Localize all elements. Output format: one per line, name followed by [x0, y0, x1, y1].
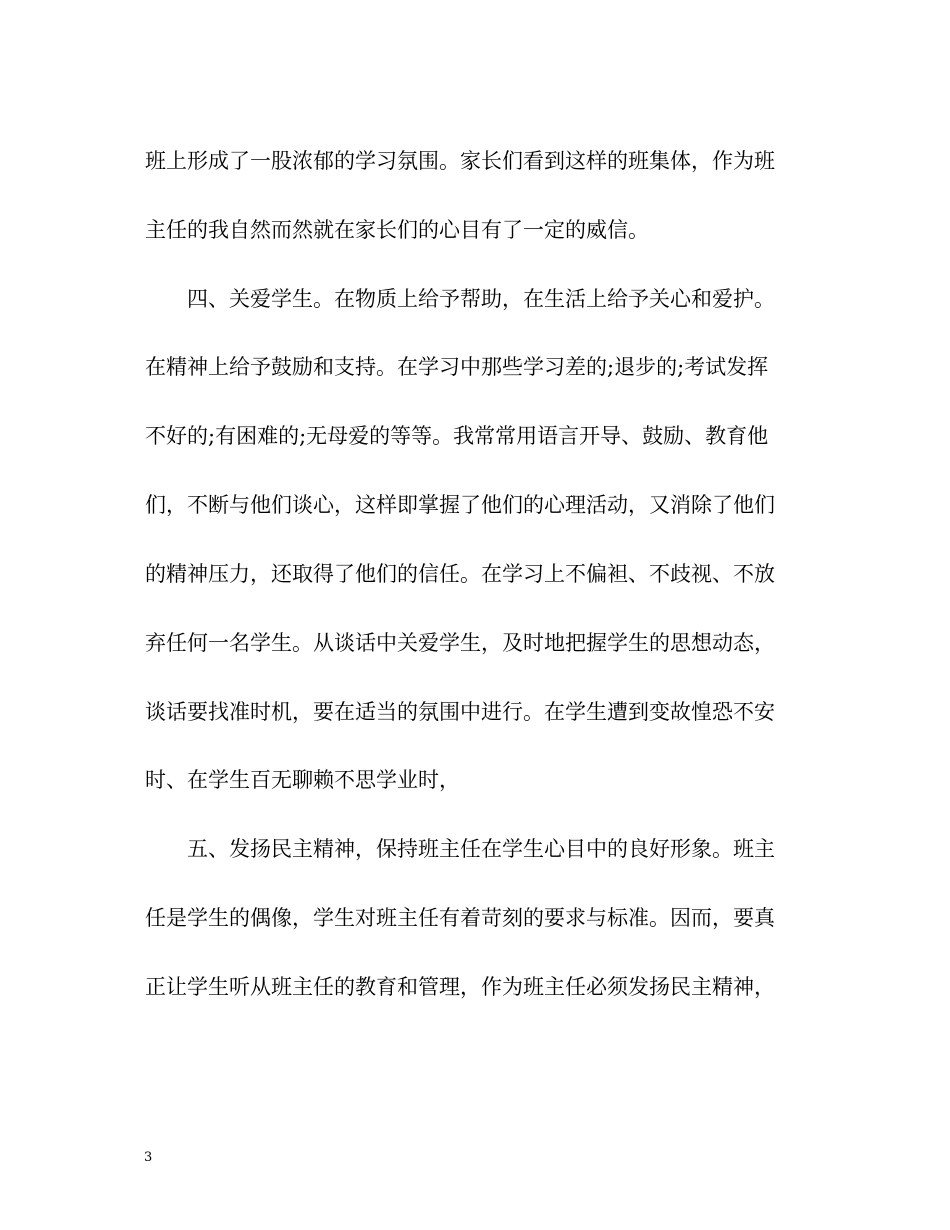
text-line: 弃任何一名学生。从谈话中关爱学生，及时地把握学生的思想动态， [145, 631, 775, 655]
text-line: 们，不断与他们谈心，这样即掌握了他们的心理活动，又消除了他们 [145, 493, 775, 517]
page-number: 3 [144, 1150, 153, 1165]
paragraph-start-line: 五、发扬民主精神，保持班主任在学生心目中的良好形象。班主 [187, 837, 775, 861]
text-line: 的精神压力，还取得了他们的信任。在学习上不偏袒、不歧视、不放 [145, 562, 775, 586]
text-line: 时、在学生百无聊赖不思学业时， [145, 768, 460, 792]
text-line: 在精神上给予鼓励和支持。在学习中那些学习差的;退步的;考试发挥 [145, 355, 769, 379]
text-line: 谈话要找准时机，要在适当的氛围中进行。在学生遭到变故惶恐不安 [145, 700, 775, 724]
paragraph-start-line: 四、关爱学生。在物质上给予帮助，在生活上给予关心和爱护。 [187, 287, 775, 311]
text-line: 主任的我自然而然就在家长们的心目有了一定的威信。 [145, 218, 649, 242]
text-line: 正让学生听从班主任的教育和管理，作为班主任必须发扬民主精神， [145, 975, 775, 999]
text-line: 任是学生的偶像，学生对班主任有着苛刻的要求与标准。因而，要真 [145, 906, 775, 930]
text-line: 不好的;有困难的;无母爱的等等。我常常用语言开导、鼓励、教育他 [145, 424, 769, 448]
text-line: 班上形成了一股浓郁的学习氛围。家长们看到这样的班集体，作为班 [145, 149, 775, 173]
